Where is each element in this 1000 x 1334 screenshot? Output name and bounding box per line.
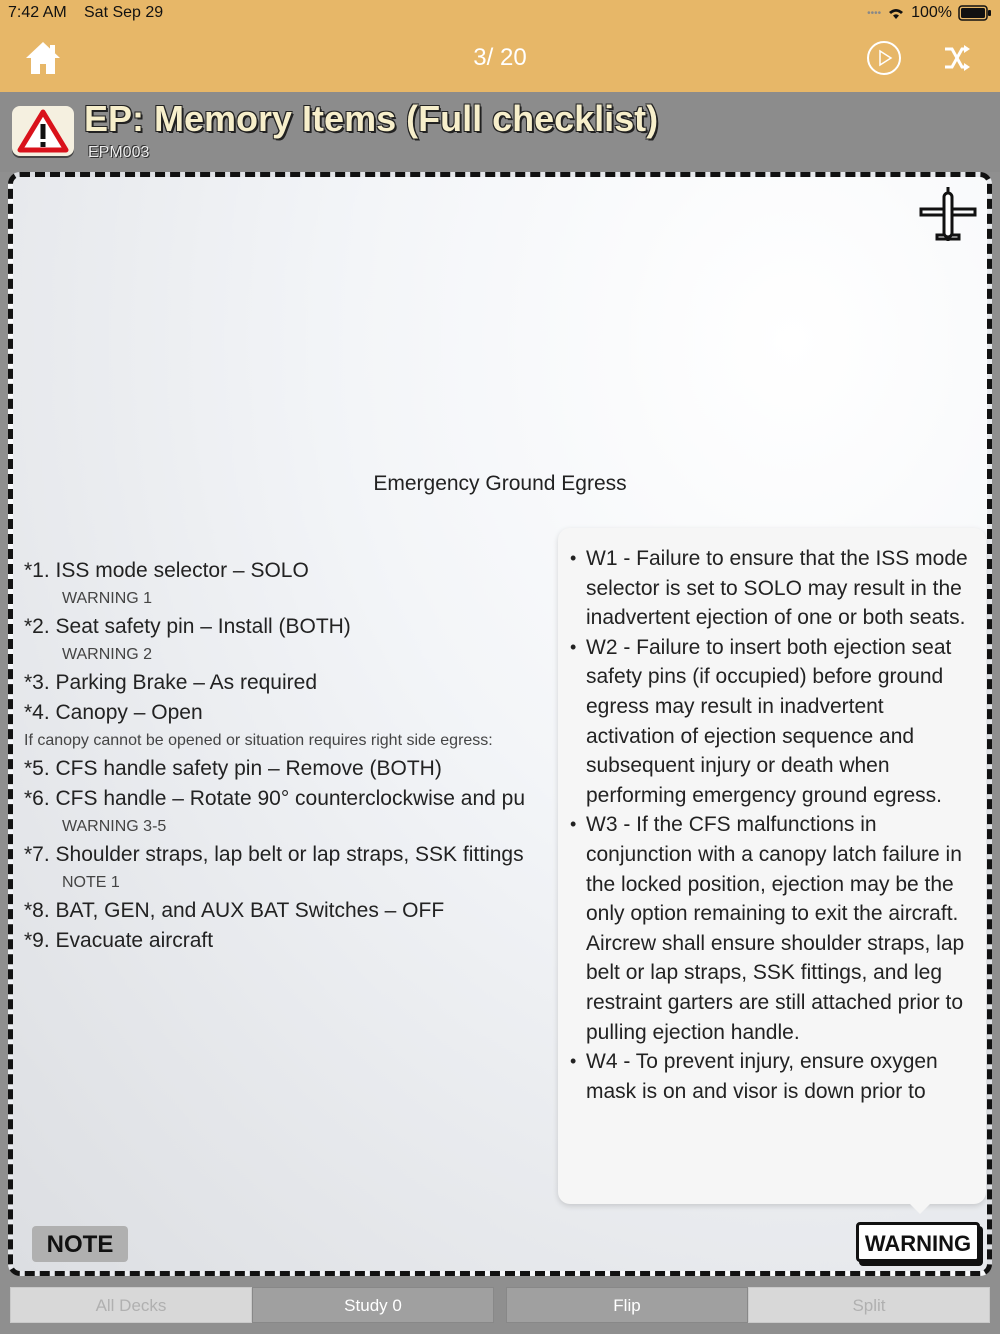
battery-text: 100% [911,4,952,21]
checklist-step: *8. BAT, GEN, and AUX BAT Switches – OFF [24,899,445,922]
checklist-ref: WARNING 3-5 [62,818,167,835]
card-header [0,92,1000,172]
bottom-tab-bar [10,1287,990,1323]
checklist-condition: If canopy cannot be opened or situation requires right side egress: [24,732,493,749]
warning-triangle-icon [12,106,74,156]
status-bar [0,0,1000,26]
warning-badge [12,106,74,156]
status-date: Sat Sep 29 [84,4,164,21]
checklist-step: *9. Evacuate aircraft [24,929,214,952]
warnings-popover[interactable] [558,528,986,1204]
status-time: 7:42 AM [8,4,67,21]
card-counter: 3/ 20 [473,44,527,71]
checklist-step: *7. Shoulder straps, lap belt or lap straps, SSK fittings [24,843,524,866]
checklist-ref: NOTE 1 [62,874,120,891]
card-title: EP: Memory Items (Full checklist) [84,98,659,139]
signal-icon: •••• [867,7,882,19]
checklist-ref: WARNING 1 [62,590,153,607]
battery-icon [958,5,992,21]
checklist-step: *3. Parking Brake – As required [24,671,317,694]
note-button[interactable]: NOTE [32,1226,128,1262]
warning-item: • W3 - If the CFS malfunctions in conjunction with a canopy latch failure in the locked position, ejection may be the only option remaining to exit the aircraft. Aircrew shall ensure shoulder straps, lap belt or lap straps, SSK fittings, and leg restraint garters are still attached prior to pulling ejection handle. [586,810,976,1047]
tab-study[interactable]: Study 0 [252,1287,494,1323]
popover-arrow [906,1200,934,1214]
warning-item: • W4 - To prevent injury, ensure oxygen mask is on and visor is down prior to [586,1047,976,1106]
tab-split[interactable]: Split [748,1287,990,1323]
tab-spacer [494,1287,506,1323]
checklist-step: *1. ISS mode selector – SOLO [24,559,309,582]
shuffle-icon [942,44,972,72]
play-icon [866,40,902,76]
tab-flip[interactable]: Flip [506,1287,748,1323]
card-code: EPM003 [88,144,150,161]
card-heading: Emergency Ground Egress [373,472,627,495]
checklist-step: *6. CFS handle – Rotate 90° counterclockwise and pu [24,787,526,810]
checklist-step: *2. Seat safety pin – Install (BOTH) [24,615,351,638]
nav-bar [0,26,1000,92]
tab-all-decks[interactable]: All Decks [10,1287,252,1323]
airplane-icon [917,185,979,250]
warning-button[interactable]: WARNING [856,1222,980,1262]
checklist-ref: WARNING 2 [62,646,153,663]
checklist-step: *4. Canopy – Open [24,701,203,724]
shuffle-button[interactable] [942,44,972,77]
status-right [867,4,992,22]
wifi-icon [887,6,905,20]
play-button[interactable] [866,40,902,81]
warning-item: • W2 - Failure to insert both ejection seat safety pins (if occupied) before ground egress may result in inadvertent activation of ejection sequence and subsequent injury or death when performing emergency ground egress. [586,633,976,811]
checklist-step: *5. CFS handle safety pin – Remove (BOTH) [24,757,442,780]
warning-item: • W1 - Failure to ensure that the ISS mode selector is set to SOLO may result in the inadvertent ejection of one or both seats. [586,544,976,633]
checklist [24,556,556,956]
